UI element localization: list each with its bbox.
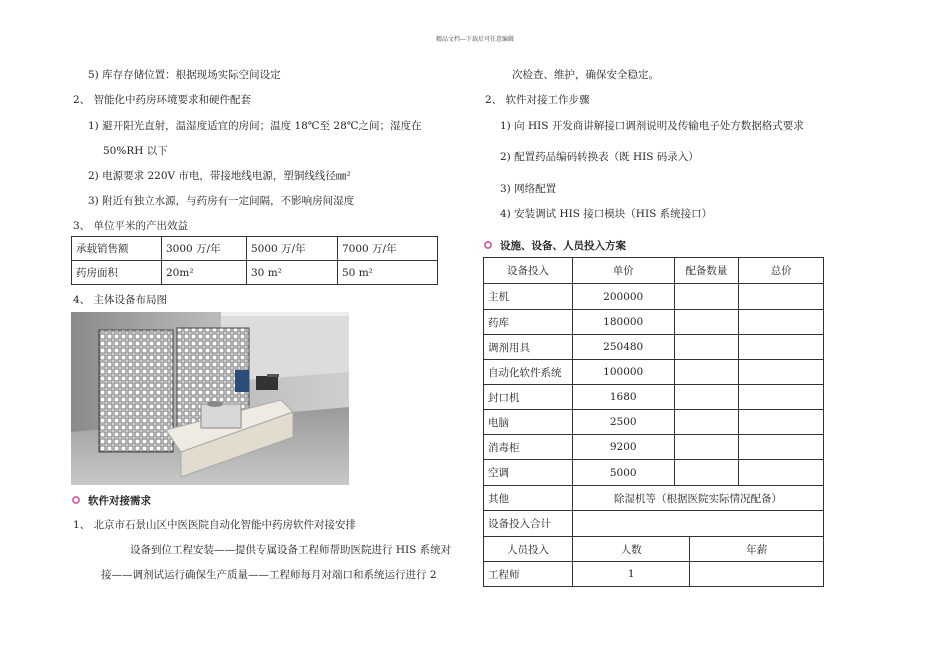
table-row [72, 237, 438, 261]
table-row [484, 486, 824, 511]
table-row [484, 284, 824, 310]
table-row [484, 360, 824, 385]
table-cell [739, 335, 824, 360]
table-cell: 空调 [484, 460, 573, 486]
table-cell: 消毒柜 [484, 435, 573, 460]
table-header-cell: 总价 [739, 258, 824, 284]
table-header-cell: 配备数量 [674, 258, 739, 284]
investment-table [483, 257, 824, 587]
paragraph-continuation: 次检查、维护，确保安全稳定。 [512, 69, 659, 81]
step-4: 4) 安装调试 HIS 接口模块（HIS 系统接口） [500, 208, 713, 220]
table-row [72, 261, 438, 285]
paragraph-line-1: 设备到位工程安装——提供专属设备工程师帮助医院进行 HIS 系统对 [130, 544, 452, 556]
page-header: 精品文档---下载后可任意编辑 [435, 36, 515, 43]
table-cell: 药库 [484, 310, 573, 335]
step-1: 1) 向 HIS 开发商讲解接口调剂说明及传输电子处方数据格式要求 [500, 120, 804, 132]
step-3: 3) 网络配置 [500, 183, 557, 195]
table-row [484, 310, 824, 335]
table-cell [739, 385, 824, 410]
table-cell [739, 460, 824, 486]
heading-environment: 2、 智能化中药房环境要求和硬件配套 [73, 94, 252, 106]
item-water: 3) 附近有独立水源，与药房有一定间隔，不影响房间湿度 [88, 195, 355, 207]
table-cell: 承载销售额 [72, 237, 162, 261]
equipment-layout-image [71, 312, 349, 485]
item-sunlight: 1) 避开阳光直射，温湿度适宜的房间；温度 18℃至 28℃之间；湿度在 [88, 120, 422, 132]
table-cell: 250480 [572, 335, 674, 360]
table-header-cell: 单价 [572, 258, 674, 284]
table-cell [674, 435, 739, 460]
table-cell [674, 385, 739, 410]
table-cell: 5000 万/年 [247, 237, 338, 261]
table-cell: 50 m² [338, 261, 438, 285]
table-cell: 5000 [572, 460, 674, 486]
table-cell [690, 562, 824, 587]
section-investment-plan: 设施、设备、人员投入方案 [500, 240, 626, 252]
paragraph-line-2: 接——调剂试运行确保生产质量——工程师每月对端口和系统运行进行 2 [101, 569, 437, 581]
table-cell: 2500 [572, 410, 674, 435]
table-row [484, 562, 824, 587]
table-cell: 1680 [572, 385, 674, 410]
table-cell [739, 310, 824, 335]
item-arrangement: 1、 北京市石景山区中医医院自动化智能中药房软件对接安排 [73, 519, 357, 531]
table-cell: 自动化软件系统 [484, 360, 573, 385]
table-header-cell: 年薪 [690, 537, 824, 562]
table-cell: 电脑 [484, 410, 573, 435]
table-row [484, 460, 824, 486]
table-cell: 100000 [572, 360, 674, 385]
section-software-requirements: 软件对接需求 [88, 495, 151, 507]
table-cell [739, 410, 824, 435]
table-header-cell: 设备投入 [484, 258, 573, 284]
table-row [484, 335, 824, 360]
heading-software-steps: 2、 软件对接工作步骤 [485, 94, 590, 106]
table-row [484, 435, 824, 460]
table-cell [674, 460, 739, 486]
table-cell: 30 m² [247, 261, 338, 285]
item-humidity: 50%RH 以下 [103, 145, 168, 157]
item-storage-location: 5) 库存存储位置：根据现场实际空间设定 [88, 69, 281, 81]
output-table [71, 236, 438, 285]
table-cell: 工程师 [484, 562, 573, 587]
table-cell: 调剂用具 [484, 335, 573, 360]
table-header-cell: 人员投入 [484, 537, 573, 562]
table-cell [739, 284, 824, 310]
step-2: 2) 配置药品编码转换表（既 HIS 码录入） [500, 151, 699, 163]
table-row [484, 537, 824, 562]
table-cell: 200000 [572, 284, 674, 310]
table-cell [674, 360, 739, 385]
table-cell: 设备投入合计 [484, 511, 573, 537]
table-cell [572, 511, 823, 537]
item-power: 2) 电源要求 220V 市电，带接地线电源，塑铜线线径㎜² [88, 170, 351, 182]
table-cell [674, 284, 739, 310]
table-row [484, 385, 824, 410]
table-header-cell: 人数 [572, 537, 690, 562]
table-cell [674, 310, 739, 335]
table-cell: 主机 [484, 284, 573, 310]
bullet-icon [72, 496, 80, 504]
table-cell [674, 335, 739, 360]
table-cell: 9200 [572, 435, 674, 460]
table-cell: 3000 万/年 [162, 237, 247, 261]
table-cell: 180000 [572, 310, 674, 335]
bullet-icon [484, 241, 492, 249]
table-cell: 其他 [484, 486, 573, 511]
table-cell: 7000 万/年 [338, 237, 438, 261]
table-row [484, 511, 824, 537]
table-cell: 封口机 [484, 385, 573, 410]
table-cell: 1 [572, 562, 690, 587]
table-cell [739, 435, 824, 460]
heading-output: 3、 单位平米的产出效益 [73, 220, 189, 232]
table-cell: 20m² [162, 261, 247, 285]
table-cell [739, 360, 824, 385]
heading-layout: 4、 主体设备布局图 [73, 294, 168, 306]
table-cell: 除湿机等（根据医院实际情况配备） [572, 486, 823, 511]
table-cell: 药房面积 [72, 261, 162, 285]
table-cell [674, 410, 739, 435]
table-row [484, 410, 824, 435]
table-row [484, 258, 824, 284]
